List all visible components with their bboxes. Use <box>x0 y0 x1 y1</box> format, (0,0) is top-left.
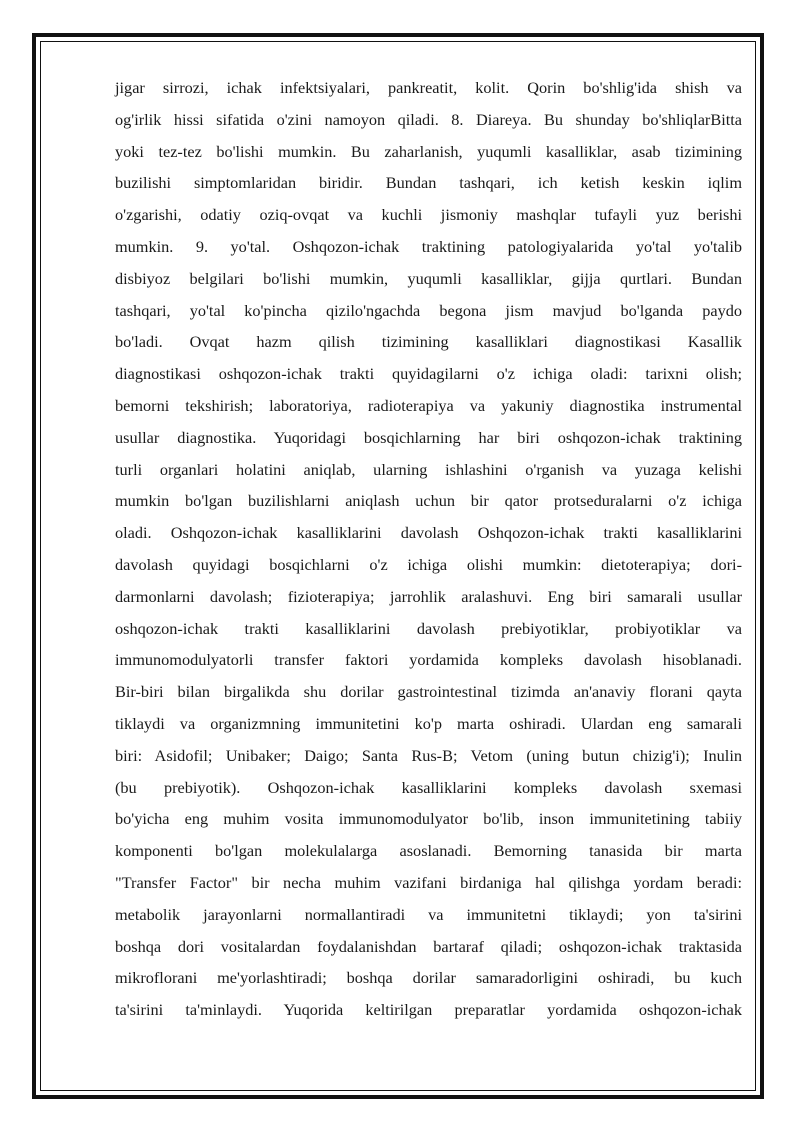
text-line: turli organlari holatini aniqlab, ularning ishlashini o'rganish va yuzaga kelishi <box>115 459 742 479</box>
body-text <box>115 72 742 1026</box>
text-line: jigar sirrozi, ichak infektsiyalari, pankreatit, kolit. Qorin bo'shlig'ida shish va <box>115 78 742 97</box>
text-line: komponenti bo'lgan molekulalarga asoslanadi. Bemorning tanasida bir marta <box>115 841 742 861</box>
text-line: usullar diagnostika. Yuqoridagi bosqichlarning har biri oshqozon-ichak traktining <box>115 427 742 447</box>
text-line: buzilishi simptomlaridan biridir. Bundan tashqari, ich ketish keskin iqlim <box>115 173 742 193</box>
text-line: Bir-biri bilan birgalikda shu dorilar gastrointestinal tizimda an'anaviy florani qayta <box>115 682 742 702</box>
text-line: bo'ladi. Ovqat hazm qilish tizimining kasalliklari diagnostikasi Kasallik <box>115 332 742 352</box>
text-line: bo'yicha eng muhim vosita immunomodulyator bo'lib, inson immunitetining tabiiy <box>115 809 742 829</box>
text-line: diagnostikasi oshqozon-ichak trakti quyidagilarni o'z ichiga oladi: tarixni olish; <box>115 364 742 384</box>
text-line: oshqozon-ichak trakti kasalliklarini davolash prebiyotiklar, probiyotiklar va <box>115 618 742 638</box>
text-line: ta'sirini ta'minlaydi. Yuqorida keltirilgan preparatlar yordamida oshqozon-ichak <box>115 1000 742 1020</box>
text-line: metabolik jarayonlarni normallantiradi va immunitetni tiklaydi; yon ta'sirini <box>115 904 742 924</box>
text-line: mumkin bo'lgan buzilishlarni aniqlash uchun bir qator protseduralarni o'z ichiga <box>115 491 742 511</box>
text-line: bemorni tekshirish; laboratoriya, radioterapiya va yakuniy diagnostika instrumental <box>115 395 742 415</box>
text-line: biri: Asidofil; Unibaker; Daigo; Santa Rus-B; Vetom (uning butun chizig'i); Inulin <box>115 745 742 765</box>
text-line: mikroflorani me'yorlashtiradi; boshqa dorilar samaradorligini oshiradi, bu kuch <box>115 968 742 988</box>
text-line: og'irlik hissi sifatida o'zini namoyon qiladi. 8. Diareya. Bu shunday bo'shliqlarBitta <box>115 109 742 129</box>
text-line: tashqari, yo'tal ko'pincha qizilo'ngachda begona jism mavjud bo'lganda paydo <box>115 300 742 320</box>
text-line: (bu prebiyotik). Oshqozon-ichak kasalliklarini kompleks davolash sxemasi <box>115 777 742 797</box>
text-line: mumkin. 9. yo'tal. Oshqozon-ichak traktining patologiyalarida yo'tal yo'talib <box>115 236 742 256</box>
text-line: oladi. Oshqozon-ichak kasalliklarini davolash Oshqozon-ichak trakti kasalliklarini <box>115 523 742 543</box>
text-line: boshqa dori vositalardan foydalanishdan bartaraf qiladi; oshqozon-ichak traktasida <box>115 936 742 956</box>
text-line: yoki tez-tez bo'lishi mumkin. Bu zaharlanish, yuqumli kasalliklar, asab tizimining <box>115 141 742 161</box>
text-line: tiklaydi va organizmning immunitetini ko'p marta oshiradi. Ulardan eng samarali <box>115 713 742 733</box>
text-line: davolash quyidagi bosqichlarni o'z ichiga olishi mumkin: dietoterapiya; dori- <box>115 554 742 574</box>
text-line: o'zgarishi, odatiy oziq-ovqat va kuchli jismoniy mashqlar tufayli yuz berishi <box>115 205 742 225</box>
text-line: disbiyoz belgilari bo'lishi mumkin, yuqumli kasalliklar, gijja qurtlari. Bundan <box>115 268 742 288</box>
text-line: darmonlarni davolash; fizioterapiya; jarrohlik aralashuvi. Eng biri samarali usullar <box>115 586 742 606</box>
text-line: immunomodulyatorli transfer faktori yordamida kompleks davolash hisoblanadi. <box>115 650 742 670</box>
text-line: "Transfer Factor" bir necha muhim vazifani birdaniga hal qilishga yordam beradi: <box>115 872 742 892</box>
